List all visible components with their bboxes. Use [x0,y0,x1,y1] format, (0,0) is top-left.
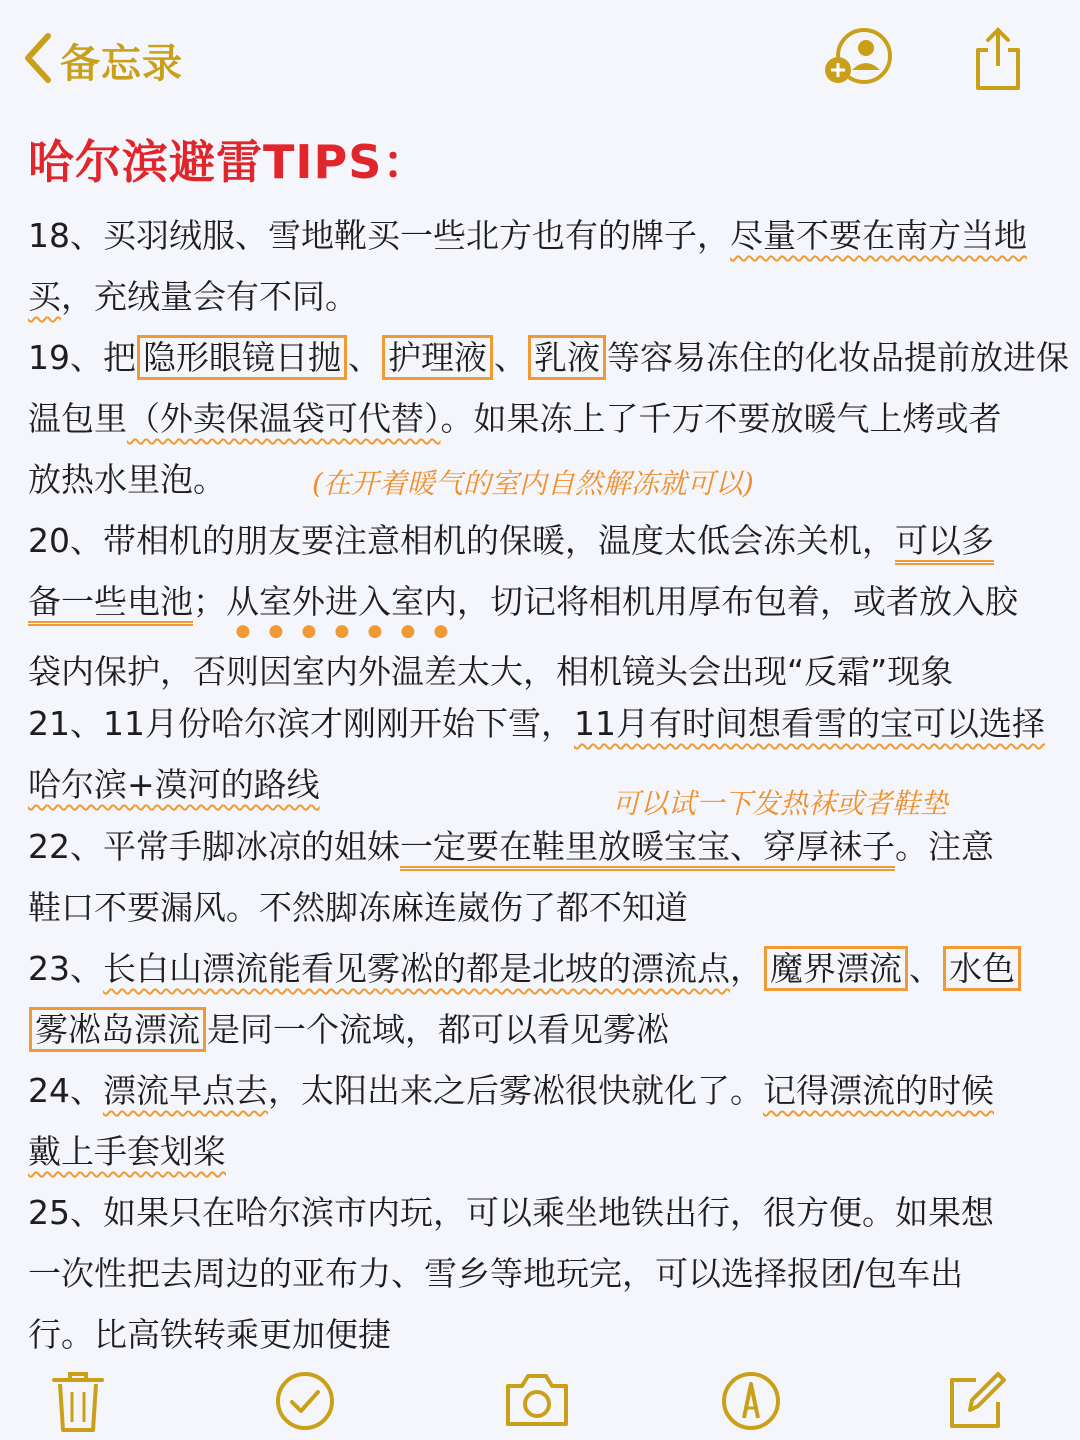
trash-icon[interactable] [50,1370,106,1438]
tip-20-text-4: 袋内保护，否则因室内外温差太大，相机镜头会出现“反霜”现象 [28,652,954,691]
tip-23-highlight: 长白山漂流能看见雾凇的都是北坡的漂流点 [103,949,730,988]
tip-21-text: 21、11月份哈尔滨才刚刚开始下雪， [28,704,574,743]
tip-19-box-solution: 护理液 [382,335,493,380]
tip-18-text-2: ，充绒量会有不同。 [61,277,358,316]
tip-20-text-2: ； [193,582,226,621]
tip-18-text: 18、买羽绒服、雪地靴买一些北方也有的牌子， [28,216,730,255]
tip-22 [28,816,1038,938]
separator: 、 [348,338,381,377]
camera-icon[interactable] [502,1370,572,1434]
tip-22-text-2: 。注意 [895,827,994,866]
tip-25 [28,1182,1038,1365]
bottom-toolbar [0,1360,1080,1440]
checklist-icon[interactable] [274,1370,336,1436]
tip-19-highlight: （外卖保温袋可代替） [127,399,441,438]
tip-21-highlight-2: 哈尔滨+漠河的路线 [28,765,320,804]
tip-18-highlight: 尽量不要在南方当地 [730,216,1027,255]
tip-20-highlight-2: 备一些电池 [28,582,193,621]
tip-25-text-3: 行。比高铁转乘更加便捷 [28,1315,391,1354]
tip-23-text-3: 是同一个流域，都可以看见雾凇 [207,1010,669,1049]
tip-24-highlight-3: 戴上手套划桨 [28,1132,226,1171]
tip-19-text-4: 。如果冻上了千万不要放暖气上烤或者 [440,399,1002,438]
tip-25-text-2: 一次性把去周边的亚布力、雪乡等地玩完，可以选择报团/包车出 [28,1254,964,1293]
tip-18 [28,205,1038,327]
tip-20-text-3: ，切记将相机用厚布包着，或者放入胶 [457,582,1018,621]
separator: 、 [909,949,942,988]
tip-23-box-mojie: 魔界漂流 [764,946,908,991]
compose-icon[interactable] [946,1370,1008,1436]
tip-24-highlight-2: 记得漂流的时候 [763,1071,994,1110]
tip-19-box-lotion: 乳液 [528,335,606,380]
separator: 、 [494,338,527,377]
handwritten-note-thaw: (在开着暖气的室内自然解冻就可以) [312,467,754,500]
tip-20-text: 20、带相机的朋友要注意相机的保暖，温度太低会冻关机， [28,521,895,560]
tip-25-text: 25、如果只在哈尔滨市内玩，可以乘坐地铁出行，很方便。如果想 [28,1193,994,1232]
back-label: 备忘录 [60,40,183,87]
markup-icon[interactable] [720,1370,782,1436]
tip-18-highlight-2: 买 [28,277,61,316]
tip-24-highlight: 漂流早点去 [103,1071,268,1110]
tip-19-text-3: 温包里 [28,399,127,438]
tip-20-dotted: 从室外进入室内 [226,582,457,621]
page-title: 哈尔滨避雷TIPS： [28,135,430,189]
tip-20-highlight: 可以多 [895,521,994,560]
tip-19-box-lens: 隐形眼镜日抛 [137,335,347,380]
tip-19-text-2: 等容易冻住的化妆品提前放进保 [607,338,1069,377]
tip-21-highlight: 11月有时间想看雪的宝可以选择 [573,704,1045,743]
tip-24-text-2: ，太阳出来之后雾凇很快就化了。 [268,1071,763,1110]
tip-19-text: 19、把 [28,338,136,377]
handwritten-note-socks: 可以试一下发热袜或者鞋垫 [612,787,949,820]
tip-23-box-wusongdao: 雾凇岛漂流 [29,1007,206,1052]
back-button[interactable] [22,30,183,90]
tip-22-text-3: 鞋口不要漏风。不然脚冻麻连崴伤了都不知道 [28,888,688,927]
tip-22-text: 22、平常手脚冰凉的姐妹 [28,827,400,866]
tip-22-highlight: 一定要在鞋里放暖宝宝、穿厚袜子 [400,827,895,866]
share-icon[interactable] [970,26,1026,96]
tip-24-text: 24、 [28,1071,103,1110]
navigation-bar [0,0,1080,110]
tip-23-box-shuise: 水色 [943,946,1021,991]
tip-20 [28,510,1038,702]
tip-23-text: 23、 [28,949,103,988]
tip-19-text-5: 放热水里泡。 [28,460,226,499]
tip-23 [28,938,1038,1060]
chevron-left-icon [22,30,54,90]
tip-23-text-2: ， [730,949,763,988]
add-people-icon[interactable] [822,26,898,92]
tip-24 [28,1060,1038,1182]
